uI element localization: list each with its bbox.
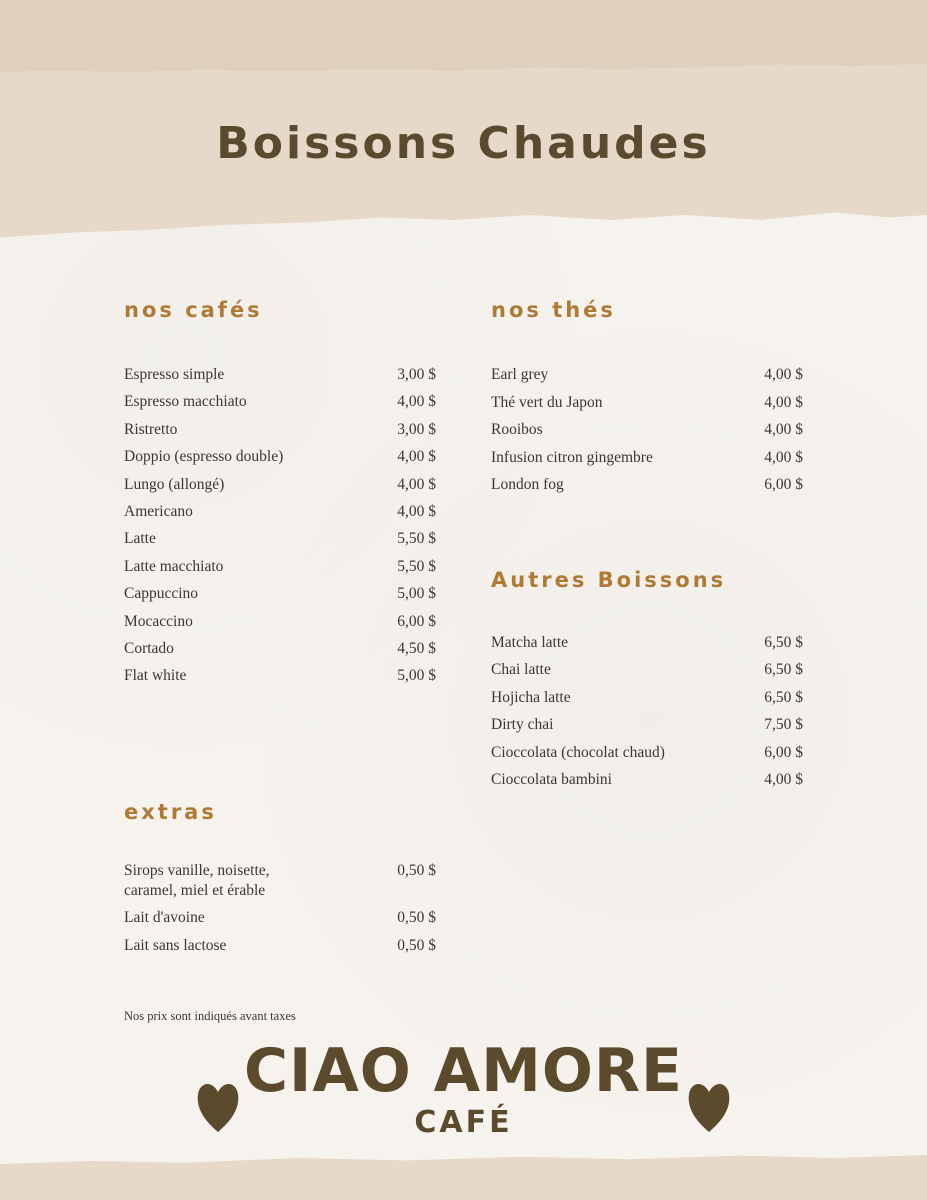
menu-item [491,475,803,495]
logo-main-text: CIAO AMORE [243,1036,684,1106]
menu-item-name: Lait d'avoine [124,909,205,927]
thes-list [491,365,803,503]
menu-item-price: 3,00 $ [397,366,436,383]
menu-item-price: 4,50 $ [397,639,436,657]
autres-list [491,633,803,797]
menu-item [491,660,803,680]
menu-item-price: 6,00 $ [397,612,436,630]
menu-item-price: 4,00 $ [397,393,436,411]
menu-item [124,557,436,577]
menu-item-price: 4,00 $ [764,393,803,411]
menu-item-price: 5,00 $ [397,667,436,685]
menu-item [124,447,436,467]
menu-item-name: Thé vert du Japon [491,393,603,411]
menu-item-price: 6,50 $ [764,661,803,679]
menu-item [124,420,436,440]
menu-item [124,584,436,604]
menu-item-name: Mocaccino [124,612,193,630]
menu-item [491,393,803,413]
top-paper-strip [0,0,927,75]
menu-item-name: Doppio (espresso double) [124,448,284,466]
menu-item-name: Ristretto [124,420,178,438]
menu-item [124,365,436,385]
menu-item-name: Lungo (allongé) [124,475,225,493]
menu-item-price: 5,50 $ [397,557,436,575]
menu-item [124,936,436,956]
menu-item [491,420,803,440]
menu-item-price: 4,00 $ [397,502,436,520]
menu-item-price: 5,00 $ [397,585,436,603]
menu-item-name: Cioccolata bambini [491,770,612,788]
menu-item-name: Espresso macchiato [124,393,247,411]
menu-item-price: 6,50 $ [764,688,803,706]
menu-item [491,743,803,763]
menu-item [491,633,803,653]
menu-item [124,612,436,632]
menu-item [491,448,803,468]
menu-item [124,475,436,495]
section-title-thes: nos thés [491,298,616,322]
menu-item [124,666,436,686]
menu-item [124,861,436,901]
menu-item-name: London fog [491,476,564,494]
menu-item-price: 0,50 $ [397,936,436,954]
menu-item-price: 4,00 $ [764,421,803,439]
extras-list [124,861,436,963]
heart-right-icon [685,1074,733,1134]
menu-item [124,392,436,412]
menu-item-name: Cioccolata (chocolat chaud) [491,743,665,761]
menu-item-name: Earl grey [491,366,549,383]
menu-item-name: Cappuccino [124,585,199,603]
menu-item-name: Cortado [124,639,174,657]
menu-item-name: Dirty chai [491,716,554,734]
menu-item-name: Latte [124,530,156,548]
menu-item-name: Espresso simple [124,366,225,383]
menu-item [491,688,803,708]
menu-item-name: Rooibos [491,421,543,439]
menu-item-price: 5,50 $ [397,530,436,548]
menu-item-price: 4,00 $ [397,475,436,493]
section-title-cafes: nos cafés [124,298,263,322]
logo-sub-text: CAFÉ [414,1105,513,1140]
menu-item-price: 3,00 $ [397,420,436,438]
menu-item-price: 6,00 $ [764,743,803,761]
menu-item [491,770,803,790]
menu-item-price: 4,00 $ [397,448,436,466]
menu-item [491,715,803,735]
menu-item-name: Infusion citron gingembre [491,448,653,466]
menu-item-price: 4,00 $ [764,366,803,383]
tax-note: Nos prix sont indiqués avant taxes [124,1009,296,1023]
menu-item-price: 0,50 $ [397,909,436,927]
menu-item-price: 4,00 $ [764,770,803,788]
menu-item-price: 7,50 $ [764,716,803,734]
menu-item-name: Americano [124,502,193,520]
menu-item [491,365,803,385]
menu-item-price: 6,00 $ [764,476,803,494]
menu-item-name: Latte macchiato [124,557,224,575]
page-title: Boissons Chaudes [216,118,711,169]
menu-item-name: Matcha latte [491,634,569,651]
menu-item-name: Chai latte [491,661,551,679]
menu-item-price: 0,50 $ [397,862,436,879]
menu-item-name: Flat white [124,667,187,685]
cafe-logo [0,1036,927,1140]
section-title-extras: extras [124,800,217,824]
heart-left-icon [194,1074,242,1134]
menu-item-name: Lait sans lactose [124,936,227,954]
menu-item [124,502,436,522]
menu-item-name: Sirops vanille, noisette, caramel, miel et érable [124,862,270,899]
cafes-list [124,365,436,694]
menu-item [124,639,436,659]
menu-item-price: 4,00 $ [764,448,803,466]
section-title-autres: Autres Boissons [491,568,727,592]
menu-item-name: Hojicha latte [491,688,571,706]
menu-item [124,529,436,549]
menu-item [124,908,436,928]
menu-item-price: 6,50 $ [764,634,803,651]
